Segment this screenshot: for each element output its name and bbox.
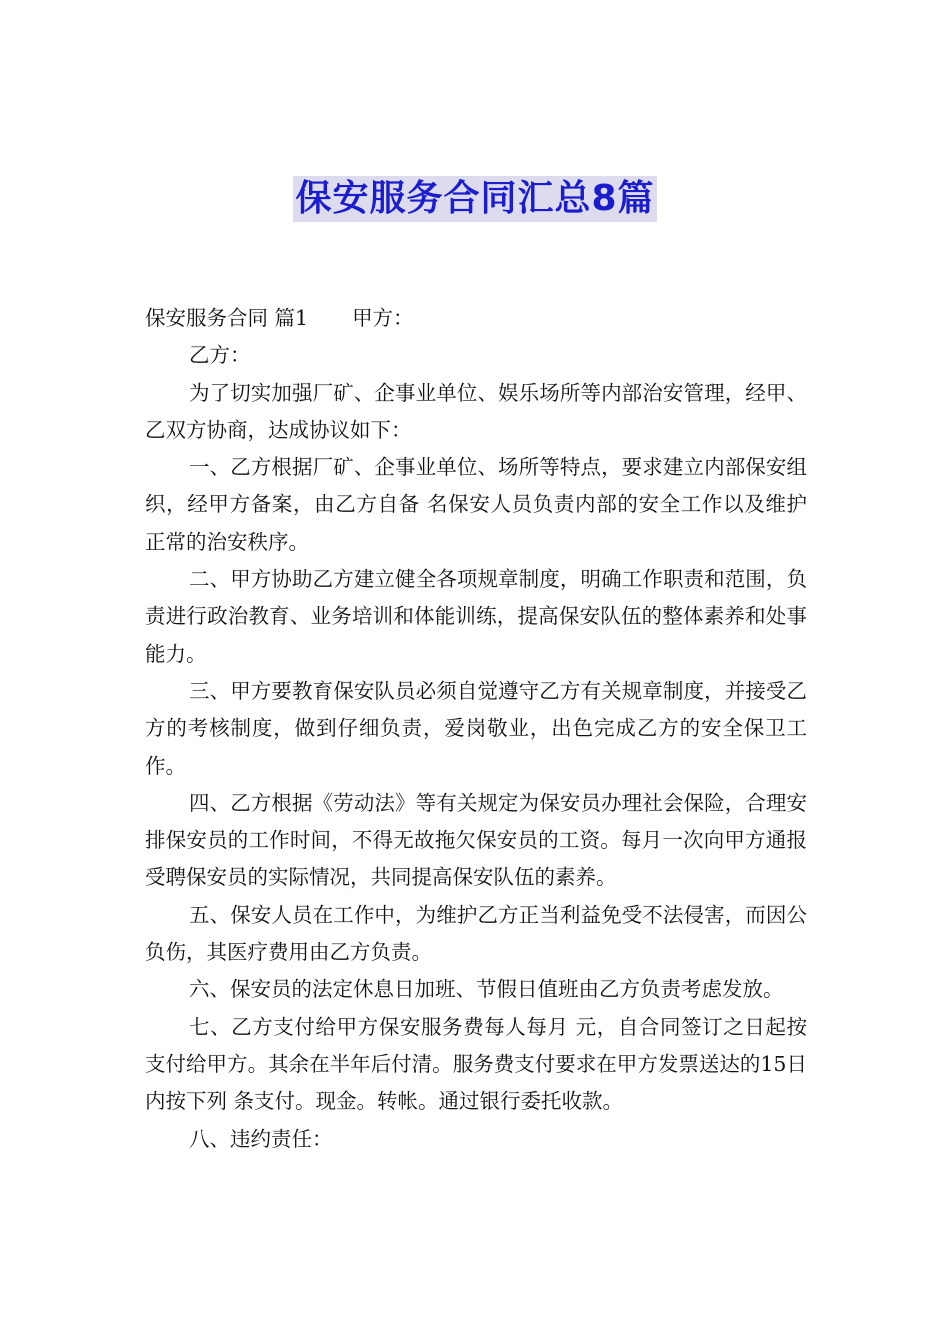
- clause-6-paragraph: 六、保安员的法定休息日加班、节假日值班由乙方负责考虑发放。: [189, 977, 784, 1002]
- clause-8-paragraph: 八、违约责任：: [189, 1126, 333, 1151]
- party-b-paragraph: 乙方：: [189, 343, 251, 368]
- party-a-label: 甲方：: [352, 306, 414, 330]
- title-wrapper: [0, 176, 950, 222]
- clause-1-paragraph: 一、乙方根据厂矿、企事业单位、场所等特点，要求建立内部保安组织，经甲方备案，由乙方自备 名保安人员负责内部的安全工作以及维护正常的治安秩序。: [145, 455, 807, 554]
- section-heading-line: [145, 300, 807, 337]
- clause-4-paragraph: 四、乙方根据《劳动法》等有关规定为保安员办理社会保险，合理安排保安员的工作时间，不得无故拖欠保安员的工资。每月一次向甲方通报受聘保安员的实际情况，共同提高保安队伍的素养。: [145, 790, 807, 890]
- clause-2-paragraph: 二、甲方协助乙方建立健全各项规章制度，明确工作职责和范围，负责进行政治教育、业务培训和体能训练，提高保安队伍的整体素养和处事能力。: [145, 567, 807, 666]
- clause-7-paragraph: 七、乙方支付给甲方保安服务费每人每月 元，自合同签订之日起按 支付给甲方。其余在半年后付清。服务费支付要求在甲方发票送达的15日内按下列 条支付。现金。转帐。通过银行委托收款。: [145, 1014, 807, 1114]
- section-heading: 保安服务合同 篇1: [145, 306, 309, 330]
- document-title: 保安服务合同汇总8篇: [293, 176, 656, 222]
- intro-paragraph: 为了切实加强厂矿、企事业单位、娱乐场所等内部治安管理，经甲、乙双方协商，达成协议如下：: [145, 380, 807, 442]
- clause-5-paragraph: 五、保安人员在工作中，为维护乙方正当利益免受不法侵害，而因公负伤，其医疗费用由乙方负责。: [145, 902, 807, 965]
- clause-3-paragraph: 三、甲方要教育保安队员必须自觉遵守乙方有关规章制度，并接受乙方的考核制度，做到仔细负责，爱岗敬业，出色完成乙方的安全保卫工作。: [145, 678, 807, 778]
- document-body: [145, 300, 807, 1158]
